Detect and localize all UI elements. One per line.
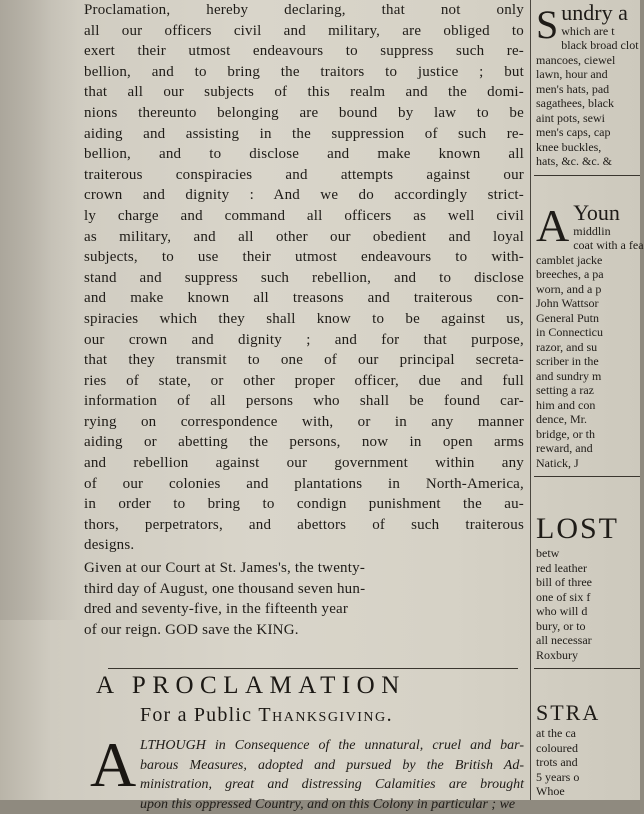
text-line: traiterous conspiracies and attempts against our: [84, 165, 524, 186]
ad-line: John Wattsor: [536, 296, 640, 311]
body-line: upon this oppressed Country, and on this Colony in particular ; we: [140, 795, 524, 814]
ad-line: reward, and: [536, 441, 640, 456]
sundry-drop-cap: S: [536, 6, 558, 44]
young-lines: [536, 224, 640, 471]
ad-line: bridge, or th: [536, 427, 640, 442]
text-line: and rebellion against our government within any: [84, 453, 524, 474]
text-line: and make known all treasons and traiterous con-: [84, 288, 524, 309]
stray-lines: [536, 726, 640, 799]
ad-line: camblet jacke: [536, 253, 640, 268]
given-line: third day of August, one thousand seven hun-: [84, 579, 524, 600]
ad-separator: [534, 175, 640, 176]
ad-line: Whoe: [536, 784, 640, 799]
lost-lines: [536, 546, 640, 662]
text-line: nions thereunto belonging are bound by law to be: [84, 103, 524, 124]
ad-line: all necessar: [536, 633, 640, 648]
ad-line: betw: [536, 546, 640, 561]
ad-line: at the ca: [536, 726, 640, 741]
ad-line: bury, or to: [536, 619, 640, 634]
body-line: barous Measures, adopted and pursued by the British Ad-: [140, 756, 524, 776]
text-line: rying on correspondence with, or in any manner: [84, 412, 524, 433]
ad-line: and sundry m: [536, 369, 640, 384]
ad-line: lawn, hour and: [536, 67, 640, 82]
given-line: of our reign. GOD save the KING.: [84, 620, 524, 641]
ad-line: mancoes, ciewel: [536, 53, 640, 68]
ad-line: red leather: [536, 561, 640, 576]
text-line: that they transmit to one of our principal secreta-: [84, 350, 524, 371]
proclamation-text: [84, 0, 524, 556]
subtitle-word: Thanksgiving.: [258, 704, 393, 726]
young-heading: Youn: [573, 200, 620, 225]
sundry-advertisement: [536, 6, 640, 182]
ad-line: scriber in the: [536, 354, 640, 369]
ad-line: 5 years o: [536, 770, 640, 785]
ad-line: razor, and su: [536, 340, 640, 355]
ad-line: dence, Mr.: [536, 412, 640, 427]
ad-line: worn, and a p: [536, 282, 640, 297]
ad-line: middlin: [536, 224, 640, 239]
text-line: bellion, and to disclose and make known all: [84, 144, 524, 165]
text-line: all our officers civil and military, are obliged to: [84, 21, 524, 42]
subtitle-prefix: For a Public: [140, 704, 258, 726]
text-line: in order to bring to condign punishment the au-: [84, 494, 524, 515]
ad-separator: [534, 476, 640, 477]
body-line: LTHOUGH in Consequence of the unnatural, cruel and bar-: [140, 736, 524, 756]
runaway-advertisement: [536, 206, 640, 483]
ad-line: black broad clot: [536, 38, 640, 53]
young-drop-cap: A: [536, 206, 569, 246]
text-line: exert their utmost endeavours to suppress such re-: [84, 41, 524, 62]
stray-advertisement: [536, 700, 640, 799]
given-line: dred and seventy-five, in the fifteenth year: [84, 599, 524, 620]
ad-line: coloured: [536, 741, 640, 756]
drop-cap-letter: A: [90, 733, 136, 797]
text-line: as military, and all other our obedient and loyal: [84, 227, 524, 248]
text-line: of our colonies and plantations in North-America,: [84, 474, 524, 495]
ad-line: which are t: [536, 24, 640, 39]
text-line: ries of state, or other proper officer, due and full: [84, 371, 524, 392]
lost-heading: LOST: [536, 512, 640, 546]
ad-line: him and con: [536, 398, 640, 413]
text-line: our crown and dignity ; and for that purpose,: [84, 330, 524, 351]
ad-line: trots and: [536, 755, 640, 770]
ad-line: sagathees, black: [536, 96, 640, 111]
ad-line: hats, &c. &c. &: [536, 154, 640, 169]
thanksgiving-subtitle: [140, 704, 520, 727]
text-line: bellion, and to bring the traitors to justice ; but: [84, 62, 524, 83]
ad-line: men's caps, cap: [536, 125, 640, 140]
ad-line: men's hats, pad: [536, 82, 640, 97]
ad-line: knee buckles,: [536, 140, 640, 155]
body-line: ministration, great and distressing Calamities are brought: [140, 775, 524, 795]
text-line: that all our subjects of this realm and the domi-: [84, 82, 524, 103]
ad-separator: [534, 668, 640, 669]
ad-line: Natick, J: [536, 456, 640, 471]
ad-line: in Connecticu: [536, 325, 640, 340]
section-separator: [108, 668, 518, 669]
text-line: information of all persons who shall be found car-: [84, 391, 524, 412]
proclamation-column: [84, 0, 524, 640]
text-line: aiding or abetting the persons, now in open arms: [84, 432, 524, 453]
given-line: Given at our Court at St. James's, the twenty-: [84, 558, 524, 579]
ad-line: one of six f: [536, 590, 640, 605]
column-rule: [530, 0, 531, 800]
thanksgiving-proclamation-title: A PROCLAMATION: [96, 672, 526, 700]
ad-line: General Putn: [536, 311, 640, 326]
text-line: crown and dignity : And we do accordingly strict-: [84, 185, 524, 206]
ad-line: aint pots, sewi: [536, 111, 640, 126]
ad-line: setting a raz: [536, 383, 640, 398]
ad-line: who will d: [536, 604, 640, 619]
sundry-heading: undry a: [561, 0, 628, 25]
ad-line: breeches, a pa: [536, 267, 640, 282]
lost-advertisement: [536, 512, 640, 675]
text-line: stand and suppress such rebellion, and to disclose: [84, 268, 524, 289]
text-line: subjects, to use their utmost endeavours to with-: [84, 247, 524, 268]
text-line: spiracies which they shall know to be against us,: [84, 309, 524, 330]
text-line: aiding and assisting in the suppression of such re-: [84, 124, 524, 145]
text-line: thors, perpetrators, and abettors of such traiterous: [84, 515, 524, 536]
ad-line: coat with a fea: [536, 238, 640, 253]
ad-line: bill of three: [536, 575, 640, 590]
thanksgiving-body-text: [140, 736, 524, 814]
text-line: designs.: [84, 535, 524, 556]
stray-heading: STRA: [536, 700, 640, 726]
paper-fold-shadow: [0, 0, 80, 620]
text-line: ly charge and command all officers as well civil: [84, 206, 524, 227]
text-line: Proclamation, hereby declaring, that not only: [84, 0, 524, 21]
given-at-court-text: [84, 558, 524, 640]
ad-line: Roxbury: [536, 648, 640, 663]
